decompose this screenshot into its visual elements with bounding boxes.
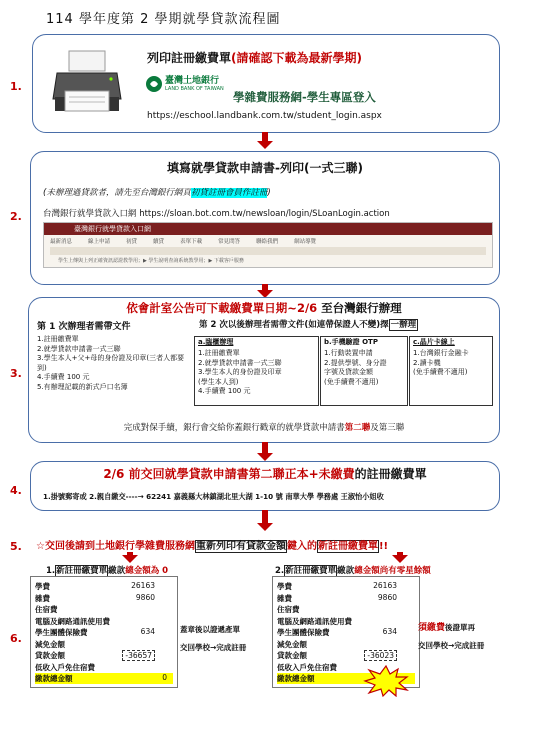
list-item: 2.就學貸款申請書一式三聯: [37, 344, 121, 353]
fee-label: 低收入戶免住宿費: [35, 662, 95, 672]
fee-label: 減免金額: [277, 639, 307, 649]
step3-heading: [29, 300, 499, 316]
landbank-logo: [145, 73, 231, 99]
note-right-red: 須繳費: [418, 623, 446, 633]
fee-value: 26163: [131, 581, 155, 590]
fee-label: 繳款總金額: [277, 674, 315, 683]
fee-value: 634: [382, 627, 397, 636]
table-row: [277, 639, 415, 650]
step1-heading-red: (請確認下載為最新學期): [231, 51, 362, 65]
screenshot-header: 臺灣銀行就學貸款入口網: [74, 225, 151, 233]
note-left: [180, 624, 246, 653]
screenshot-nav-item: 網站導覽: [294, 239, 317, 245]
list-item: (免手續費不適用): [413, 368, 468, 376]
fee-value: 9860: [135, 592, 155, 602]
step3-footer-prefix: 完成對保手續，銀行會交給你蓋銀行戳章的就學貸款申請書: [123, 423, 345, 433]
option-c-list: [413, 349, 469, 378]
note-left-b: 交回學校→完成註冊: [180, 643, 247, 652]
case1-label-c: 繳款: [108, 566, 126, 576]
second-time-title-b: 一辦理: [390, 320, 417, 330]
table-row: [35, 650, 173, 661]
second-time-title-a: 第 2 次以後辦理者需帶文件(如連帶保證人不變)擇: [199, 320, 389, 330]
case1-label-d: 總金額為 0: [125, 566, 169, 576]
step-number-3: 3.: [10, 367, 22, 380]
step2-note-suffix: ): [267, 188, 271, 198]
list-item: 3.學生本人的身份證及印章: [198, 368, 282, 376]
list-item: 4.手續費 100 元: [198, 387, 251, 395]
option-b-list: [324, 349, 387, 387]
table-row: [35, 662, 173, 673]
step4-heading-black: 的註冊繳費單: [354, 467, 427, 481]
step5-text-c: 鍵入的: [286, 541, 317, 552]
option-a-list: [198, 349, 282, 397]
step4-detail: 1.掛號郵寄或 2.親自繳交----→ 62241 嘉義縣大林鎮湖北里大湖 1-10 號 南華大學 學務處 王淑怡小姐收: [43, 492, 384, 501]
step1-heading: [147, 49, 362, 66]
option-a-box: [194, 336, 319, 406]
case1-label: [46, 564, 168, 576]
step5-text: [36, 537, 388, 552]
case2-label-d: 總金額尚有零星餘額: [354, 566, 431, 576]
step3-heading-red: 依會計室公告可下載繳費單日期~2/6: [126, 301, 318, 315]
fee-label: 低收入戶免住宿費: [277, 662, 337, 672]
table-row: [35, 593, 173, 604]
list-item: 2.就學貸款申請書一式三聯: [198, 358, 282, 367]
note-right-b: 交回學校→完成註冊: [418, 641, 485, 650]
screenshot-nav-item: 最新消息: [50, 239, 73, 245]
list-item: 2.讀卡機: [413, 358, 441, 367]
fee-label: 雜費: [35, 593, 50, 603]
fee-value: 0: [162, 673, 167, 682]
screenshot-nav-item: 聯絡我們: [256, 239, 279, 245]
table-row: [277, 627, 415, 638]
case1-label-b: 新註冊繳費單: [56, 566, 108, 576]
step3-footer-suffix: 及第三聯: [370, 423, 405, 433]
step3-box: [28, 297, 500, 443]
table-row: [35, 616, 173, 627]
table-row: [35, 581, 173, 592]
landbank-logo-mark-icon: [145, 75, 163, 93]
fee-table-zero-balance: [30, 576, 178, 688]
step2-note-prefix: (未辦理過貸款者，請先至台灣銀行網頁: [43, 188, 191, 198]
list-item: 5.有辦理記載的新式戶口名簿: [37, 382, 128, 391]
first-time-list: [37, 335, 187, 392]
fee-value: -36657: [122, 650, 155, 661]
fee-label: 電腦及網路通訊使用費: [35, 616, 110, 626]
step2-box: [30, 151, 500, 285]
note-left-a: 蓋章後以證遞產單: [180, 625, 240, 634]
note-right: [418, 620, 484, 651]
option-c-title: c.晶片卡線上: [413, 338, 455, 346]
screenshot-nav-item: 表單下載: [180, 239, 203, 245]
screenshot-footer: 學生上傳與上列正確資訊認證教學用；▶ 學生說明查詢系統教學用；▶ 下載客戶服務: [58, 258, 244, 264]
printer-icon: [51, 47, 123, 119]
second-time-title: [199, 318, 418, 330]
fee-label: 住宿費: [277, 605, 300, 614]
fee-label: 住宿費: [35, 605, 58, 614]
list-item: 2.提供學號、身分證: [324, 358, 387, 367]
case2-label-b: 新註冊繳費單: [285, 566, 337, 576]
option-a-title: a.臨櫃辦理: [198, 338, 234, 346]
case1-label-a: 1.: [46, 566, 56, 576]
step4-heading: [31, 465, 499, 482]
option-b-title: b.手機驗證 OTP: [324, 338, 378, 346]
step5-text-b: 重新列印有貸款金額: [195, 541, 286, 552]
fee-label: 學費: [277, 582, 292, 591]
screenshot-nav-item: 初貸: [126, 239, 138, 245]
note-right-a: 後證單再: [445, 623, 476, 632]
fee-value: 26163: [373, 581, 397, 590]
fee-value: -36023: [364, 650, 397, 661]
list-item: 3.學生本人+父+母的身份證及印章(三者人都要到): [37, 354, 185, 372]
list-item: 1.台灣銀行金融卡: [413, 349, 469, 357]
case2-label: [275, 564, 431, 576]
list-item: 1.註冊繳費單: [37, 335, 79, 343]
fee-label: 貸款金額: [277, 651, 307, 660]
step5-text-a: ☆交回後請到土地銀行學雜費服務網: [36, 541, 195, 552]
bank-name-cn: 臺灣土地銀行: [165, 76, 220, 86]
screenshot-nav-item: 續貸: [153, 239, 165, 245]
table-row: [277, 650, 415, 661]
portal-label: 學雜費服務網-學生專區登入: [233, 90, 376, 104]
table-row: [35, 673, 173, 684]
step-number-5: 5.: [10, 540, 22, 553]
step1-heading-black: 列印註冊繳費單: [147, 51, 232, 65]
eschool-link[interactable]: https://eschool.landbank.com.tw/student_login.aspx: [147, 111, 382, 121]
bank-name-en: LAND BANK OF TAIWAN: [165, 86, 224, 92]
step2-note-highlight: 初貸註冊會員作註冊: [190, 188, 268, 198]
case2-label-a: 2.: [275, 566, 285, 576]
step-number-4: 4.: [10, 484, 22, 497]
fee-label: 學生團體保險費: [35, 628, 88, 637]
fee-value: 9860: [377, 592, 397, 602]
sloan-link[interactable]: 台灣銀行就學貸款入口網 https://sloan.bot.com.tw/newsloan/login/SLoanLogin.action: [43, 209, 390, 219]
case2-label-c: 繳款: [337, 566, 355, 576]
table-row: [35, 604, 173, 615]
table-row: [35, 627, 173, 638]
step5-text-d: 新註冊繳費單: [317, 541, 378, 552]
step3-heading-black: 至台灣銀行辦理: [321, 301, 402, 315]
step3-footer-red: 第二聯: [344, 423, 371, 433]
fee-label: 電腦及網路通訊使用費: [277, 616, 352, 626]
page-title: 114 學年度第 2 學期就學貸款流程圖: [46, 12, 281, 27]
table-row: [277, 593, 415, 604]
option-b-box: [320, 336, 408, 406]
step1-box: [32, 34, 500, 133]
option-c-box: [409, 336, 493, 406]
sloan-portal-screenshot: [43, 222, 493, 268]
screenshot-nav-item: 常見問答: [218, 239, 241, 245]
fee-label: 減免金額: [35, 639, 65, 649]
fee-label: 雜費: [277, 593, 292, 603]
list-item: 4.手續費 100 元: [37, 373, 90, 381]
fee-label: 學生團體保險費: [277, 628, 330, 637]
screenshot-nav-item: 線上申請: [88, 239, 111, 245]
fee-label: 學費: [35, 582, 50, 591]
table-row: [277, 604, 415, 615]
fee-label: 貸款金額: [35, 651, 65, 660]
step5-text-e: !!: [378, 541, 389, 552]
starburst-icon: [363, 665, 409, 697]
list-item: 1.註冊繳費單: [198, 349, 240, 357]
step4-box: [30, 461, 500, 511]
table-row: [277, 616, 415, 627]
step4-heading-red: 2/6 前交回就學貸款申請書第二聯正本+未繳費: [103, 467, 355, 481]
list-item: (學生本人到): [198, 377, 239, 386]
step-number-2: 2.: [10, 210, 22, 223]
fee-label: 繳款總金額: [35, 674, 73, 683]
step-number-1: 1.: [10, 80, 22, 93]
step2-heading: 填寫就學貸款申請書-列印(一式三聯): [167, 161, 363, 175]
table-row: [277, 581, 415, 592]
fee-value: 634: [140, 627, 155, 636]
screenshot-nav: [50, 237, 316, 245]
step-number-6: 6.: [10, 632, 22, 645]
first-time-title: 第 1 次辦理者需帶文件: [37, 322, 131, 332]
table-row: [35, 639, 173, 650]
step2-note: [43, 186, 271, 198]
list-item: 1.行動裝置申請: [324, 349, 373, 357]
list-item: 字號及貸款金額: [324, 368, 373, 376]
list-item: (免手續費不適用): [324, 377, 379, 386]
step3-footer: [29, 421, 499, 433]
